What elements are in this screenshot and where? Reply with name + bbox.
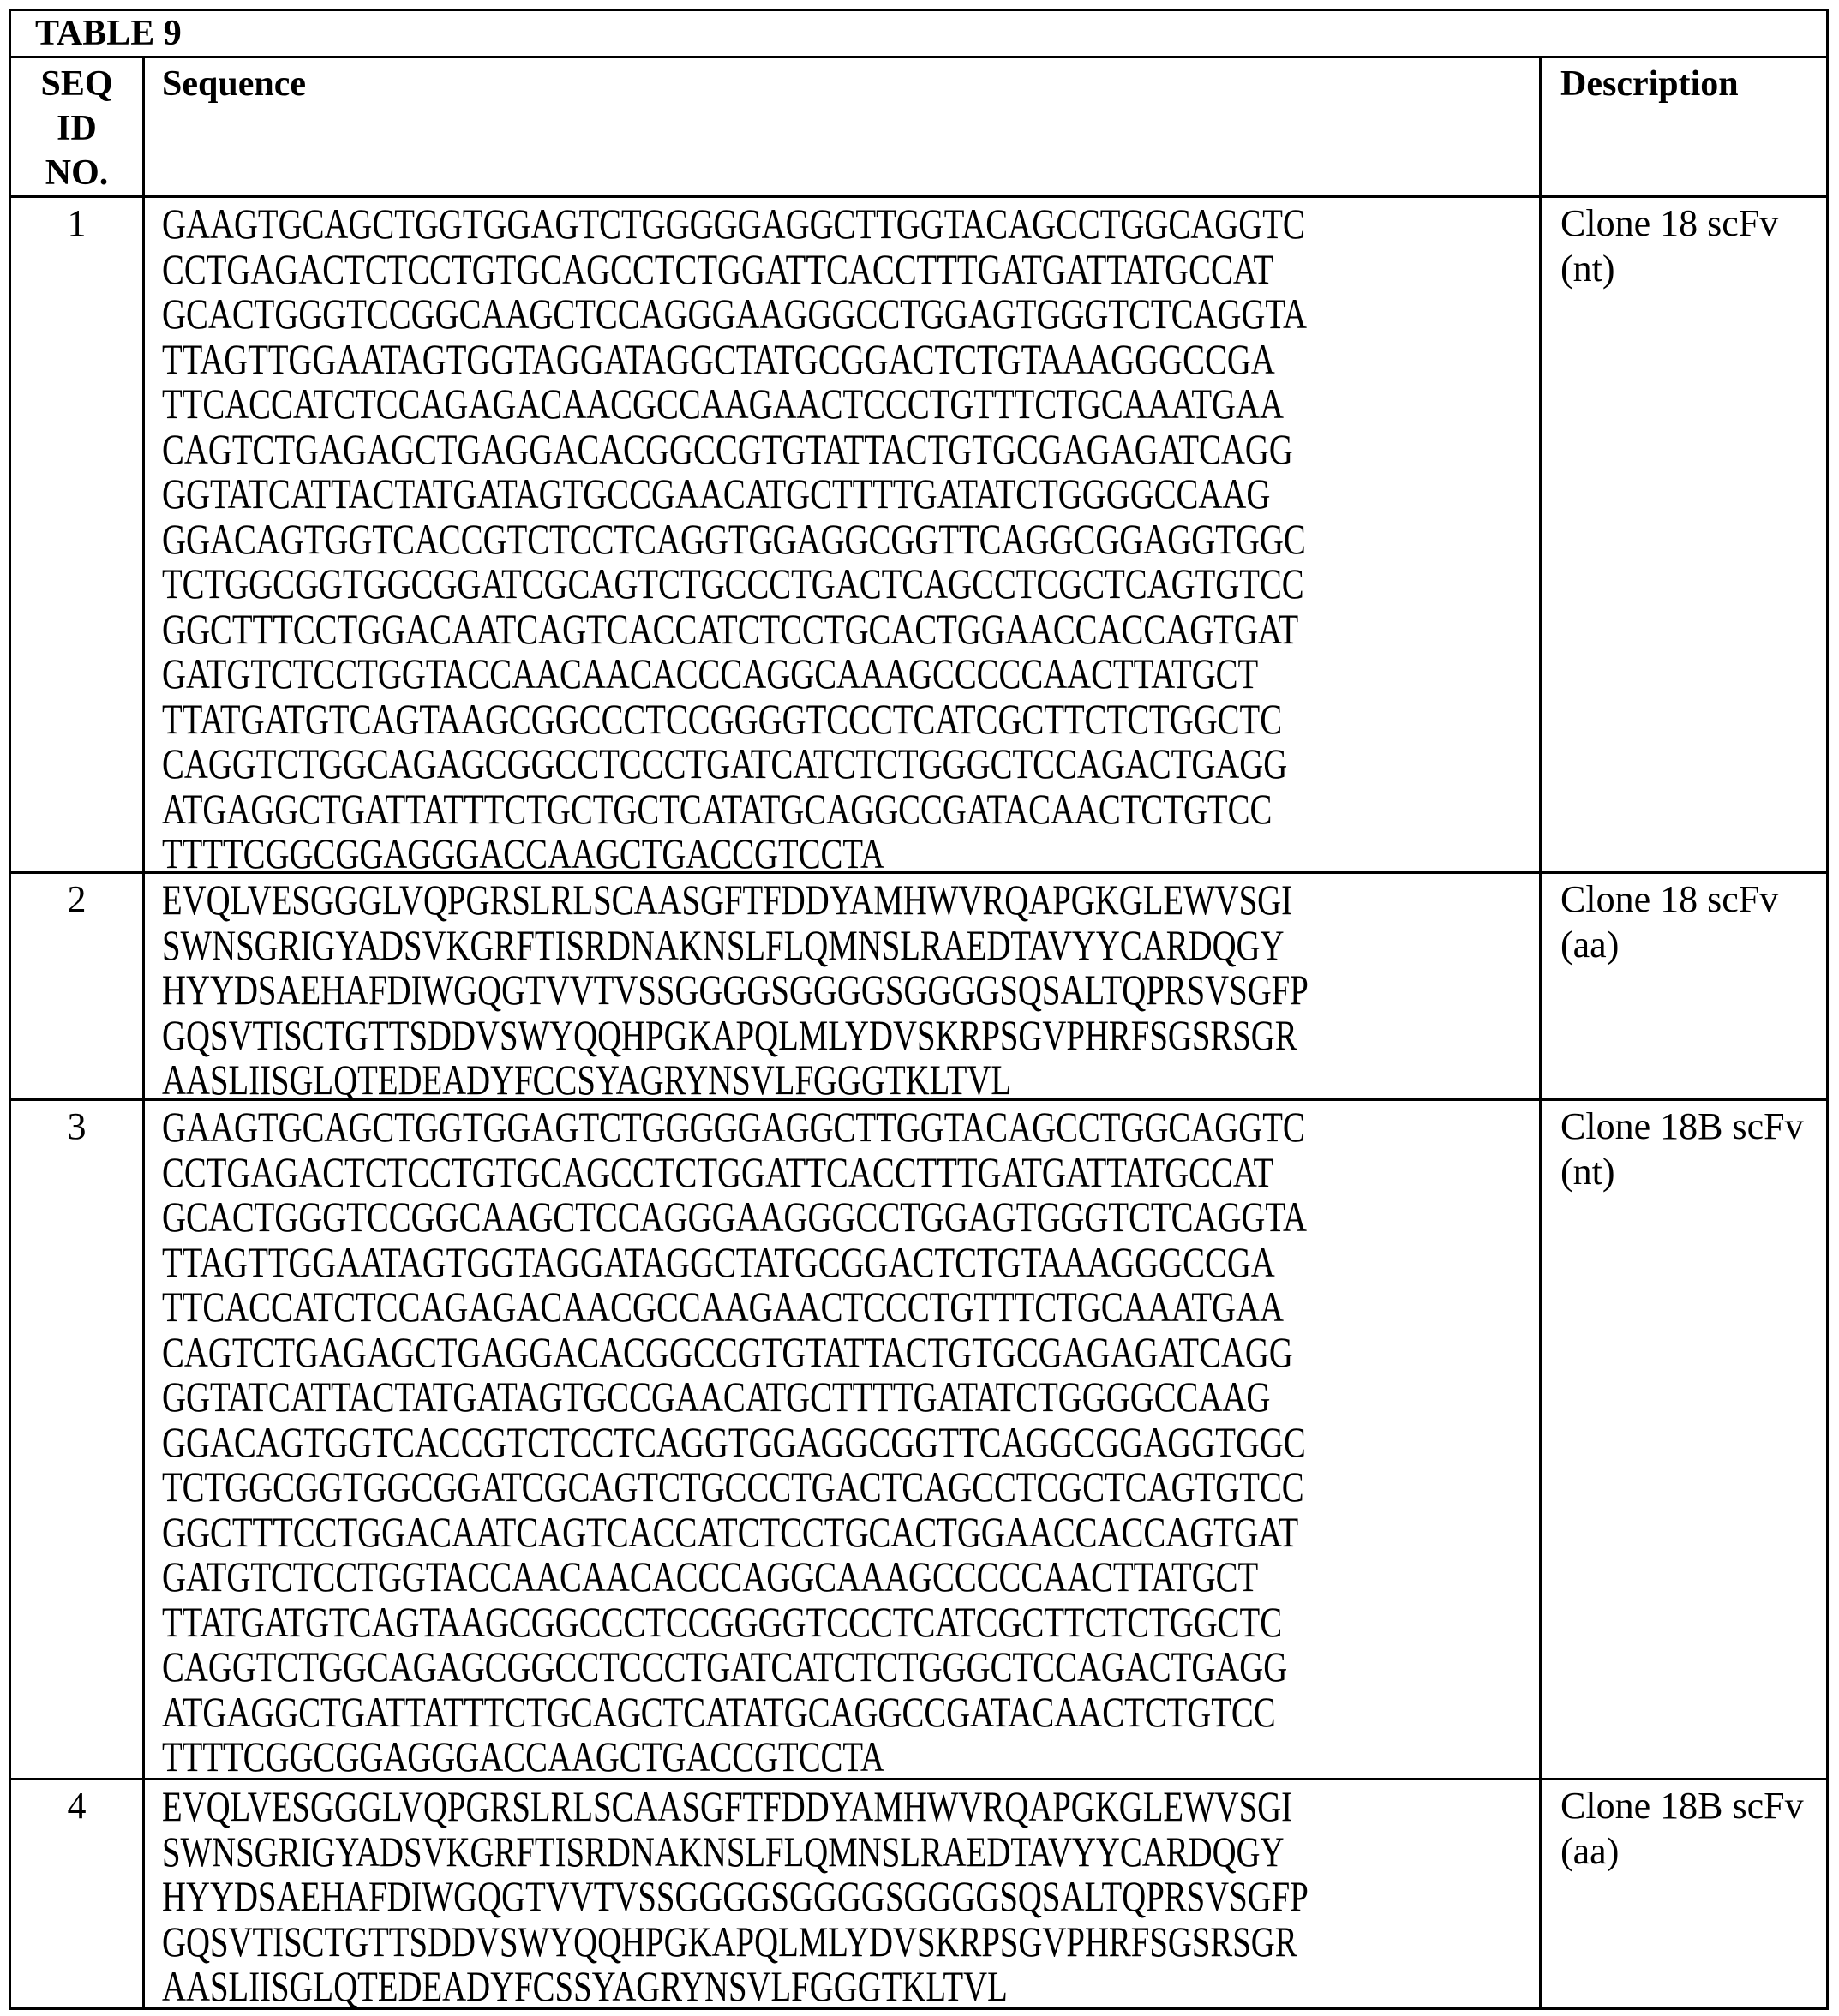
description-cell <box>1542 1101 1826 1778</box>
sequence-cell <box>145 874 1542 1098</box>
seq-id-cell: 1 <box>11 198 145 871</box>
sequence-line: HYYDSAEHAFDIWGQGTVVTVSSGGGGSGGGGSGGGGSQSALTQPRSVSGFP <box>162 967 1229 1013</box>
sequence-line: TTTTCGGCGGAGGGACCAAGCTGACCGTCCTA <box>162 1734 1229 1778</box>
description-text: Clone 18B scFv (aa) <box>1560 1784 1818 1874</box>
sequence-line: ATGAGGCTGATTATTTCTGCAGCTCATATGCAGGCCGATACAACTCTGTCC <box>162 1690 1229 1735</box>
sequence-line: GGACAGTGGTCACCGTCTCCTCAGGTGGAGGCGGTTCAGGCGGAGGTGGC <box>162 1420 1229 1465</box>
sequence-text <box>162 201 1229 871</box>
sequence-line: TTCACCATCTCCAGAGACAACGCCAAGAACTCCCTGTTTCTGCAAATGAA <box>162 381 1229 427</box>
description-cell <box>1542 1780 1826 2007</box>
sequence-table <box>9 9 1829 2010</box>
sequence-line: ATGAGGCTGATTATTTCTGCTGCTCATATGCAGGCCGATACAACTCTGTCC <box>162 787 1229 832</box>
sequence-line: TCTGGCGGTGGCGGATCGCAGTCTGCCCTGACTCAGCCTCGCTCAGTGTCC <box>162 1464 1229 1510</box>
sequence-line: GGTATCATTACTATGATAGTGCCGAACATGCTTTTGATATCTGGGGCCAAG <box>162 1374 1229 1420</box>
header-description: Description <box>1542 58 1826 195</box>
sequence-line: GATGTCTCCTGGTACCAACAACACCCAGGCAAAGCCCCCAACTTATGCT <box>162 651 1229 697</box>
sequence-line: TTAGTTGGAATAGTGGTAGGATAGGCTATGCGGACTCTGTAAAGGGCCGA <box>162 1240 1229 1285</box>
sequence-line: CAGTCTGAGAGCTGAGGACACGGCCGTGTATTACTGTGCGAGAGATCAGG <box>162 1330 1229 1375</box>
seq-id-cell: 3 <box>11 1101 145 1778</box>
sequence-line: GQSVTISCTGTTSDDVSWYQQHPGKAPQLMLYDVSKRPSGVPHRFSGSRSGR <box>162 1013 1229 1058</box>
sequence-line: TTCACCATCTCCAGAGACAACGCCAAGAACTCCCTGTTTCTGCAAATGAA <box>162 1284 1229 1330</box>
sequence-line: GCACTGGGTCCGGCAAGCTCCAGGGAAGGGCCTGGAGTGGGTCTCAGGTA <box>162 1194 1229 1240</box>
sequence-line: HYYDSAEHAFDIWGQGTVVTVSSGGGGSGGGGSGGGGSQSALTQPRSVSGFP <box>162 1874 1229 1919</box>
sequence-line: GGACAGTGGTCACCGTCTCCTCAGGTGGAGGCGGTTCAGGCGGAGGTGGC <box>162 517 1229 562</box>
sequence-text <box>162 877 1229 1098</box>
sequence-line: AASLIISGLQTEDEADYFCCSYAGRYNSVLFGGGTKLTVL <box>162 1057 1229 1098</box>
sequence-line: CAGTCTGAGAGCTGAGGACACGGCCGTGTATTACTGTGCGAGAGATCAGG <box>162 427 1229 472</box>
sequence-line: SWNSGRIGYADSVKGRFTISRDNAKNSLFLQMNSLRAEDTAVYYCARDQGY <box>162 923 1229 968</box>
description-text: Clone 18 scFv (nt) <box>1560 201 1818 291</box>
header-seq-id <box>11 58 145 195</box>
sequence-cell <box>145 1101 1542 1778</box>
sequence-line: SWNSGRIGYADSVKGRFTISRDNAKNSLFLQMNSLRAEDTAVYYCARDQGY <box>162 1829 1229 1875</box>
sequence-line: AASLIISGLQTEDEADYFCSSYAGRYNSVLFGGGTKLTVL <box>162 1964 1229 2007</box>
header-row <box>11 58 1826 198</box>
description-cell <box>1542 198 1826 871</box>
sequence-cell <box>145 1780 1542 2007</box>
sequence-line: TCTGGCGGTGGCGGATCGCAGTCTGCCCTGACTCAGCCTCGCTCAGTGTCC <box>162 561 1229 607</box>
sequence-line: GAAGTGCAGCTGGTGGAGTCTGGGGGAGGCTTGGTACAGCCTGGCAGGTC <box>162 1104 1229 1150</box>
sequence-line: EVQLVESGGGLVQPGRSLRLSCAASGFTFDDYAMHWVRQAPGKGLEWVSGI <box>162 877 1229 923</box>
sequence-line: GAAGTGCAGCTGGTGGAGTCTGGGGGAGGCTTGGTACAGCCTGGCAGGTC <box>162 201 1229 247</box>
sequence-line: EVQLVESGGGLVQPGRSLRLSCAASGFTFDDYAMHWVRQAPGKGLEWVSGI <box>162 1784 1229 1829</box>
table-row <box>11 1101 1826 1780</box>
sequence-line: CCTGAGACTCTCCTGTGCAGCCTCTGGATTCACCTTTGATGATTATGCCAT <box>162 247 1229 292</box>
sequence-line: GCACTGGGTCCGGCAAGCTCCAGGGAAGGGCCTGGAGTGGGTCTCAGGTA <box>162 291 1229 337</box>
sequence-text <box>162 1784 1229 2007</box>
table-row <box>11 874 1826 1101</box>
description-text: Clone 18B scFv (nt) <box>1560 1104 1818 1194</box>
sequence-line: GQSVTISCTGTTSDDVSWYQQHPGKAPQLMLYDVSKRPSGVPHRFSGSRSGR <box>162 1919 1229 1965</box>
sequence-text <box>162 1104 1229 1778</box>
sequence-line: GATGTCTCCTGGTACCAACAACACCCAGGCAAAGCCCCCAACTTATGCT <box>162 1554 1229 1600</box>
description-text: Clone 18 scFv (aa) <box>1560 877 1818 967</box>
table-title: TABLE 9 <box>11 11 1826 58</box>
sequence-line: TTATGATGTCAGTAAGCGGCCCTCCGGGGTCCCTCATCGCTTCTCTGGCTC <box>162 1600 1229 1645</box>
header-seq-id-label: SEQ ID NO. <box>30 62 124 195</box>
sequence-line: TTAGTTGGAATAGTGGTAGGATAGGCTATGCGGACTCTGTAAAGGGCCGA <box>162 337 1229 382</box>
description-cell <box>1542 874 1826 1098</box>
sequence-cell <box>145 198 1542 871</box>
sequence-line: CCTGAGACTCTCCTGTGCAGCCTCTGGATTCACCTTTGATGATTATGCCAT <box>162 1150 1229 1195</box>
table-row <box>11 198 1826 874</box>
sequence-line: TTTTCGGCGGAGGGACCAAGCTGACCGTCCTA <box>162 831 1229 871</box>
seq-id-cell: 4 <box>11 1780 145 2007</box>
sequence-line: GGTATCATTACTATGATAGTGCCGAACATGCTTTTGATATCTGGGGCCAAG <box>162 471 1229 517</box>
table-row <box>11 1780 1826 2007</box>
header-sequence: Sequence <box>145 58 1542 195</box>
seq-id-cell: 2 <box>11 874 145 1098</box>
sequence-line: GGCTTTCCTGGACAATCAGTCACCATCTCCTGCACTGGAACCACCAGTGAT <box>162 1510 1229 1555</box>
sequence-line: CAGGTCTGGCAGAGCGGCCTCCCTGATCATCTCTGGGCTCCAGACTGAGG <box>162 1644 1229 1690</box>
sequence-line: CAGGTCTGGCAGAGCGGCCTCCCTGATCATCTCTGGGCTCCAGACTGAGG <box>162 741 1229 787</box>
sequence-line: TTATGATGTCAGTAAGCGGCCCTCCGGGGTCCCTCATCGCTTCTCTGGCTC <box>162 697 1229 742</box>
sequence-line: GGCTTTCCTGGACAATCAGTCACCATCTCCTGCACTGGAACCACCAGTGAT <box>162 607 1229 652</box>
